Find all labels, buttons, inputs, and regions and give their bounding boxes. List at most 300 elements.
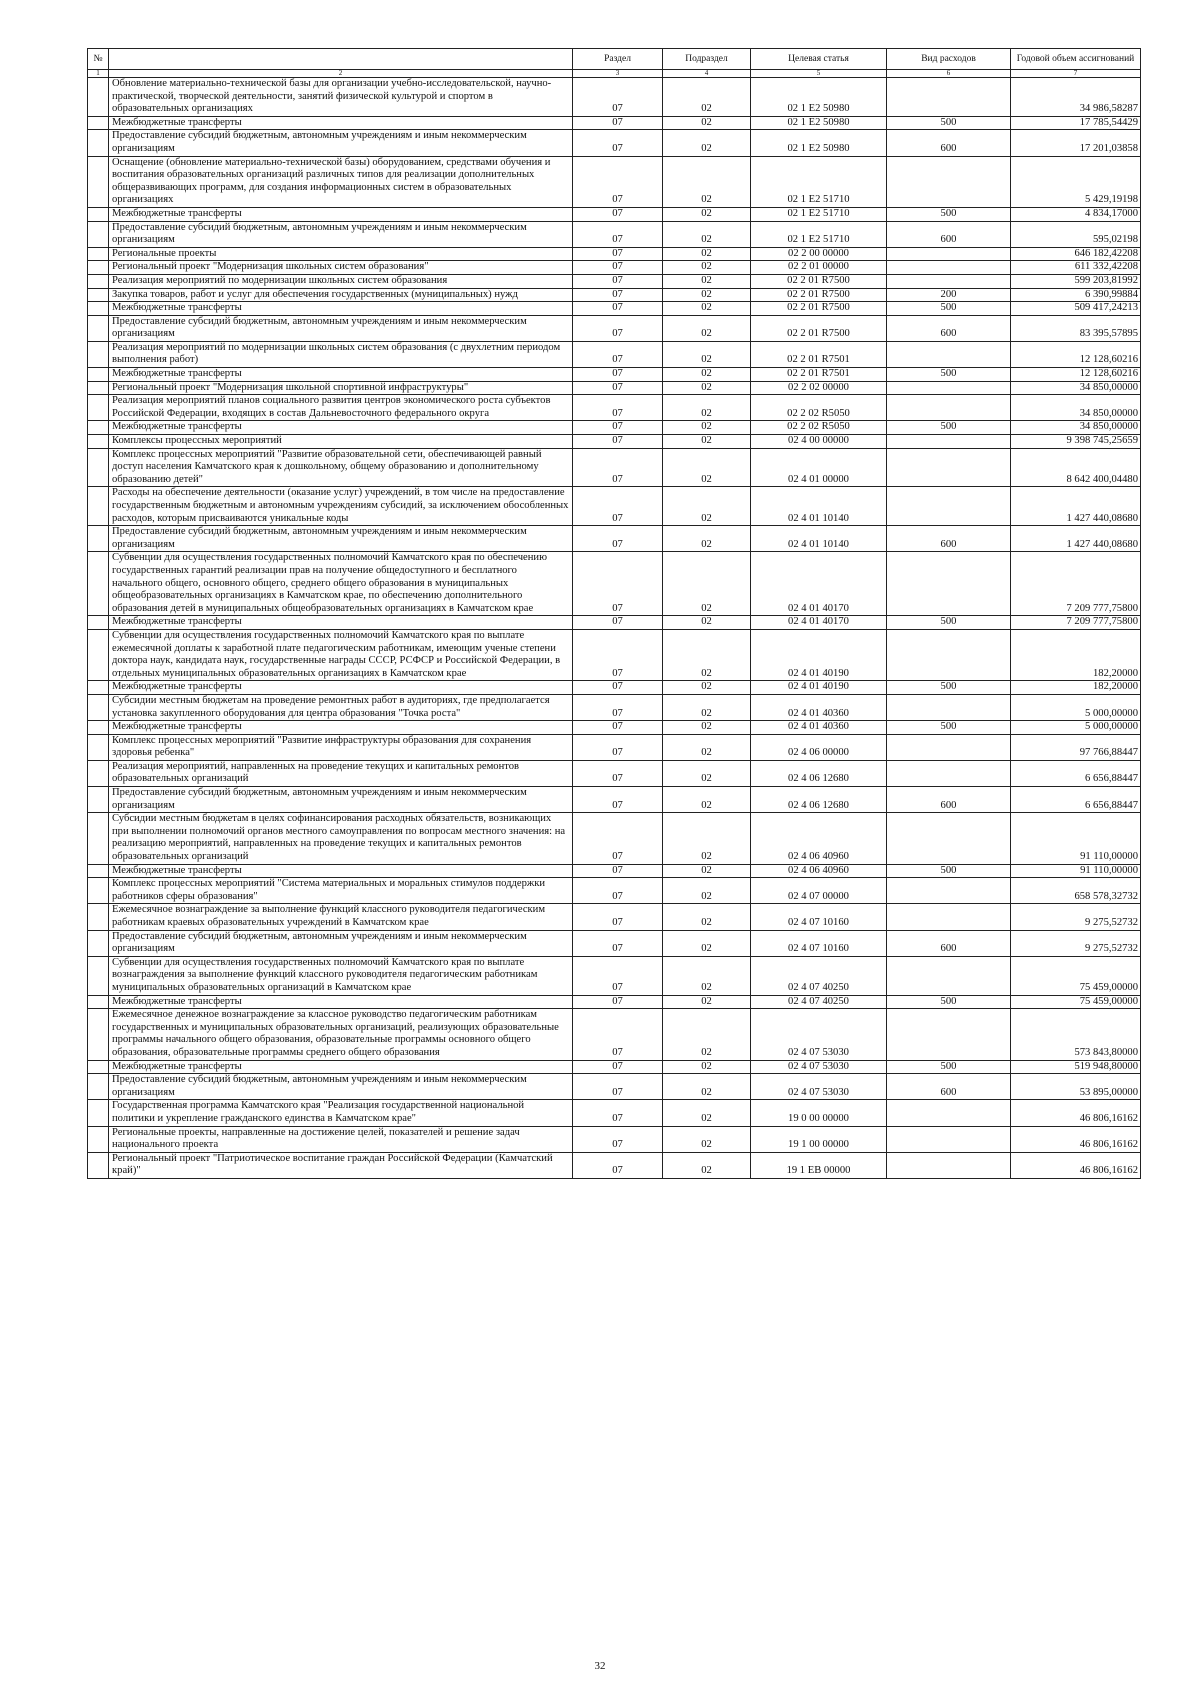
cell-amount: 1 427 440,08680 [1011,526,1141,552]
cell-amount: 658 578,32732 [1011,878,1141,904]
cell-number [88,694,109,720]
cell-target: 19 1 00 00000 [751,1126,887,1152]
cell-amount: 4 834,17000 [1011,207,1141,221]
cell-amount: 12 128,60216 [1011,341,1141,367]
cell-target: 02 4 06 40960 [751,864,887,878]
cell-target: 02 4 07 10160 [751,904,887,930]
table-row [88,813,1141,864]
table-row [88,1126,1141,1152]
cell-number [88,995,109,1009]
cell-amount: 53 895,00000 [1011,1074,1141,1100]
cell-razdel: 07 [573,526,663,552]
cell-podrazdel: 02 [663,1126,751,1152]
cell-number [88,1074,109,1100]
cell-kind: 600 [887,130,1011,156]
table-row [88,288,1141,302]
cell-target: 02 2 01 R7501 [751,368,887,382]
cell-razdel: 07 [573,760,663,786]
budget-table-sheet [87,48,1140,1179]
cell-podrazdel: 02 [663,721,751,735]
table-row [88,1100,1141,1126]
cell-amount: 5 000,00000 [1011,694,1141,720]
cell-amount: 646 182,42208 [1011,247,1141,261]
cell-amount: 17 785,54429 [1011,116,1141,130]
cell-amount: 12 128,60216 [1011,368,1141,382]
cell-number [88,526,109,552]
cell-razdel: 07 [573,130,663,156]
table-row [88,681,1141,695]
cell-kind: 500 [887,1060,1011,1074]
cell-amount: 9 275,52732 [1011,904,1141,930]
cell-number [88,1009,109,1060]
cell-number [88,221,109,247]
table-row [88,381,1141,395]
cell-podrazdel: 02 [663,629,751,680]
cell-kind [887,1009,1011,1060]
cell-target: 02 1 E2 50980 [751,116,887,130]
cell-razdel: 07 [573,381,663,395]
cell-number [88,261,109,275]
table-row [88,616,1141,630]
cell-description: Ежемесячное вознаграждение за выполнение функций классного руководителя педагогическим работникам краевых образовательных учреждений в Камчатском крае [109,904,573,930]
cell-kind [887,629,1011,680]
column-number: 2 [109,70,573,78]
table-row [88,274,1141,288]
cell-podrazdel: 02 [663,760,751,786]
cell-kind: 600 [887,221,1011,247]
cell-description: Комплексы процессных мероприятий [109,435,573,449]
table-row [88,116,1141,130]
cell-razdel: 07 [573,435,663,449]
cell-kind [887,760,1011,786]
cell-razdel: 07 [573,1126,663,1152]
cell-podrazdel: 02 [663,878,751,904]
cell-number [88,288,109,302]
cell-description: Реализация мероприятий по модернизации школьных систем образования (с двухлетним периодом выполнения работ) [109,341,573,367]
cell-description: Межбюджетные трансферты [109,421,573,435]
cell-amount: 17 201,03858 [1011,130,1141,156]
cell-description: Региональный проект "Модернизация школьных систем образования" [109,261,573,275]
cell-kind [887,448,1011,487]
cell-amount: 5 429,19198 [1011,156,1141,207]
table-row [88,721,1141,735]
cell-target: 02 4 01 40360 [751,721,887,735]
cell-target: 02 2 01 R7500 [751,302,887,316]
cell-podrazdel: 02 [663,274,751,288]
cell-razdel: 07 [573,1060,663,1074]
cell-amount: 182,20000 [1011,681,1141,695]
cell-podrazdel: 02 [663,734,751,760]
cell-podrazdel: 02 [663,288,751,302]
cell-target: 02 1 E2 50980 [751,130,887,156]
cell-razdel: 07 [573,368,663,382]
cell-target: 02 2 02 00000 [751,381,887,395]
cell-target: 02 1 E2 51710 [751,207,887,221]
cell-kind [887,435,1011,449]
cell-amount: 595,02198 [1011,221,1141,247]
cell-number [88,956,109,995]
cell-description: Региональный проект "Модернизация школьной спортивной инфраструктуры" [109,381,573,395]
cell-razdel: 07 [573,878,663,904]
table-row [88,1060,1141,1074]
column-number: 5 [751,70,887,78]
cell-razdel: 07 [573,1100,663,1126]
cell-description: Предоставление субсидий бюджетным, автономным учреждениям и иным некоммерческим организациям [109,787,573,813]
cell-podrazdel: 02 [663,1152,751,1178]
cell-description: Ежемесячное денежное вознаграждение за классное руководство педагогическим работникам государственных и муниципальных образовательных организаций, реализующих образовательные программы начального общего образования, образовательные программы основного общего образования, образовательные программы среднего общего образования [109,1009,573,1060]
cell-target: 02 4 06 40960 [751,813,887,864]
cell-kind: 500 [887,207,1011,221]
cell-kind [887,1126,1011,1152]
cell-podrazdel: 02 [663,1009,751,1060]
cell-kind: 500 [887,721,1011,735]
cell-podrazdel: 02 [663,116,751,130]
cell-podrazdel: 02 [663,681,751,695]
cell-podrazdel: 02 [663,207,751,221]
cell-target: 02 4 00 00000 [751,435,887,449]
cell-razdel: 07 [573,207,663,221]
cell-target: 02 4 01 40360 [751,694,887,720]
cell-number [88,904,109,930]
table-row [88,995,1141,1009]
table-row [88,341,1141,367]
cell-kind [887,813,1011,864]
table-row [88,930,1141,956]
cell-number [88,130,109,156]
cell-description: Реализация мероприятий планов социального развития центров экономического роста субъектов Российской Федерации, входящих в состав Дальневосточного федерального округа [109,395,573,421]
cell-target: 02 4 01 00000 [751,448,887,487]
cell-kind [887,78,1011,117]
cell-amount: 573 843,80000 [1011,1009,1141,1060]
cell-razdel: 07 [573,721,663,735]
cell-amount: 34 986,58287 [1011,78,1141,117]
cell-amount: 34 850,00000 [1011,395,1141,421]
cell-amount: 6 656,88447 [1011,760,1141,786]
cell-razdel: 07 [573,448,663,487]
cell-podrazdel: 02 [663,315,751,341]
cell-amount: 46 806,16162 [1011,1126,1141,1152]
cell-number [88,78,109,117]
cell-description: Реализация мероприятий, направленных на проведение текущих и капитальных ремонтов образовательных организаций [109,760,573,786]
cell-description: Межбюджетные трансферты [109,302,573,316]
cell-number [88,1100,109,1126]
cell-kind [887,1100,1011,1126]
cell-podrazdel: 02 [663,930,751,956]
cell-number [88,341,109,367]
cell-number [88,247,109,261]
column-number-row [88,70,1141,78]
cell-description: Межбюджетные трансферты [109,864,573,878]
cell-number [88,315,109,341]
cell-amount: 6 656,88447 [1011,787,1141,813]
cell-target: 02 2 00 00000 [751,247,887,261]
cell-kind [887,156,1011,207]
cell-amount: 46 806,16162 [1011,1152,1141,1178]
cell-description: Государственная программа Камчатского края "Реализация государственной национальной политики и укрепление гражданского единства в Камчатском крае" [109,1100,573,1126]
cell-description: Межбюджетные трансферты [109,995,573,1009]
cell-description: Региональный проект "Патриотическое воспитание граждан Российской Федерации (Камчатский край)" [109,1152,573,1178]
header-kind: Вид расходов [887,49,1011,70]
cell-amount: 91 110,00000 [1011,813,1141,864]
cell-description: Комплекс процессных мероприятий "Развитие инфраструктуры образования для сохранения здоровья ребенка" [109,734,573,760]
cell-podrazdel: 02 [663,435,751,449]
cell-amount: 34 850,00000 [1011,421,1141,435]
table-row [88,130,1141,156]
cell-description: Предоставление субсидий бюджетным, автономным учреждениям и иным некоммерческим организациям [109,221,573,247]
cell-description: Предоставление субсидий бюджетным, автономным учреждениям и иным некоммерческим организациям [109,1074,573,1100]
cell-description: Комплекс процессных мероприятий "Система материальных и моральных стимулов поддержки работников сферы образования" [109,878,573,904]
cell-target: 02 2 01 R7500 [751,315,887,341]
header-no: № [88,49,109,70]
cell-kind [887,734,1011,760]
cell-description: Региональные проекты, направленные на достижение целей, показателей и решение задач национального проекта [109,1126,573,1152]
cell-razdel: 07 [573,156,663,207]
budget-table [87,48,1141,1179]
cell-razdel: 07 [573,681,663,695]
cell-description: Оснащение (обновление материально-технической базы) оборудованием, средствами обучения и воспитания образовательных организаций различных типов для реализации дополнительных общеразвивающих программ, для создания информационных систем в образовательных организациях [109,156,573,207]
table-row [88,156,1141,207]
cell-razdel: 07 [573,616,663,630]
cell-description: Межбюджетные трансферты [109,721,573,735]
cell-description: Комплекс процессных мероприятий "Развитие образовательной сети, обеспечивающей равный доступ населения Камчатского края к дошкольному, общему образованию и дополнительному образованию детей" [109,448,573,487]
cell-podrazdel: 02 [663,381,751,395]
cell-number [88,395,109,421]
cell-description: Межбюджетные трансферты [109,681,573,695]
table-row [88,207,1141,221]
table-row [88,421,1141,435]
cell-target: 02 4 07 40250 [751,995,887,1009]
cell-amount: 182,20000 [1011,629,1141,680]
cell-description: Межбюджетные трансферты [109,1060,573,1074]
cell-razdel: 07 [573,904,663,930]
cell-amount: 7 209 777,75800 [1011,552,1141,616]
cell-kind: 600 [887,1074,1011,1100]
cell-description: Межбюджетные трансферты [109,207,573,221]
cell-razdel: 07 [573,421,663,435]
column-number: 1 [88,70,109,78]
table-row [88,1009,1141,1060]
cell-description: Межбюджетные трансферты [109,116,573,130]
cell-kind: 600 [887,930,1011,956]
table-body [88,78,1141,1179]
cell-number [88,681,109,695]
cell-number [88,734,109,760]
cell-podrazdel: 02 [663,341,751,367]
cell-podrazdel: 02 [663,421,751,435]
cell-amount: 5 000,00000 [1011,721,1141,735]
cell-target: 19 1 EB 00000 [751,1152,887,1178]
cell-podrazdel: 02 [663,368,751,382]
cell-podrazdel: 02 [663,130,751,156]
cell-target: 02 4 01 10140 [751,487,887,526]
cell-razdel: 07 [573,274,663,288]
cell-target: 02 2 01 R7501 [751,341,887,367]
cell-description: Обновление материально-технической базы для организации учебно-исследовательской, научно-практической, творческой деятельности, занятий физической культурой и спортом в образовательных организациях [109,78,573,117]
table-row [88,247,1141,261]
cell-number [88,421,109,435]
table-row [88,694,1141,720]
table-row [88,734,1141,760]
cell-description: Субвенции для осуществления государственных полномочий Камчатского края по выплате ежемесячной доплаты к заработной плате педагогическим работникам, имеющим ученые степени доктора наук, кандидата наук, государственные награды СССР, РСФСР и Российской Федерации, в отдельных муниципальных образовательных организациях в Камчатском крае [109,629,573,680]
cell-razdel: 07 [573,487,663,526]
cell-number [88,487,109,526]
cell-razdel: 07 [573,694,663,720]
table-row [88,261,1141,275]
cell-number [88,616,109,630]
table-row [88,368,1141,382]
cell-podrazdel: 02 [663,526,751,552]
cell-number [88,435,109,449]
cell-target: 02 4 01 40190 [751,629,887,680]
cell-target: 02 4 01 40190 [751,681,887,695]
page-number: 32 [594,1660,606,1672]
table-row [88,526,1141,552]
cell-kind [887,395,1011,421]
cell-razdel: 07 [573,302,663,316]
cell-number [88,760,109,786]
cell-podrazdel: 02 [663,995,751,1009]
header-target: Целевая статья [751,49,887,70]
cell-amount: 83 395,57895 [1011,315,1141,341]
cell-target: 02 2 02 R5050 [751,421,887,435]
cell-razdel: 07 [573,864,663,878]
cell-podrazdel: 02 [663,694,751,720]
cell-razdel: 07 [573,734,663,760]
cell-amount: 34 850,00000 [1011,381,1141,395]
cell-target: 02 4 07 00000 [751,878,887,904]
cell-number [88,156,109,207]
cell-razdel: 07 [573,395,663,421]
table-row [88,787,1141,813]
cell-podrazdel: 02 [663,247,751,261]
cell-kind: 500 [887,116,1011,130]
cell-kind: 500 [887,681,1011,695]
cell-amount: 611 332,42208 [1011,261,1141,275]
cell-kind: 600 [887,787,1011,813]
cell-podrazdel: 02 [663,261,751,275]
table-row [88,552,1141,616]
cell-amount: 91 110,00000 [1011,864,1141,878]
header-podrazdel: Подраздел [663,49,751,70]
cell-target: 02 4 07 40250 [751,956,887,995]
cell-target: 02 4 07 53030 [751,1074,887,1100]
cell-number [88,552,109,616]
table-row [88,448,1141,487]
cell-target: 02 1 E2 50980 [751,78,887,117]
table-row [88,1074,1141,1100]
cell-target: 02 4 07 10160 [751,930,887,956]
cell-amount: 9 398 745,25659 [1011,435,1141,449]
cell-target: 02 4 07 53030 [751,1060,887,1074]
cell-podrazdel: 02 [663,395,751,421]
cell-target: 02 2 02 R5050 [751,395,887,421]
cell-target: 19 0 00 00000 [751,1100,887,1126]
cell-amount: 9 275,52732 [1011,930,1141,956]
cell-kind [887,274,1011,288]
cell-razdel: 07 [573,1074,663,1100]
cell-kind: 500 [887,864,1011,878]
cell-description: Предоставление субсидий бюджетным, автономным учреждениям и иным некоммерческим организациям [109,526,573,552]
cell-razdel: 07 [573,221,663,247]
cell-podrazdel: 02 [663,1100,751,1126]
header-razdel: Раздел [573,49,663,70]
cell-podrazdel: 02 [663,487,751,526]
header-amount: Годовой объем ассигнований [1011,49,1141,70]
cell-number [88,448,109,487]
cell-amount: 599 203,81992 [1011,274,1141,288]
cell-description: Субсидии местным бюджетам на проведение ремонтных работ в аудиториях, где предполагается установка закупленного оборудования для центра образования "Точка роста" [109,694,573,720]
cell-target: 02 4 06 00000 [751,734,887,760]
table-row [88,878,1141,904]
header-description [109,49,573,70]
cell-number [88,207,109,221]
table-row [88,395,1141,421]
cell-podrazdel: 02 [663,78,751,117]
cell-description: Субвенции для осуществления государственных полномочий Камчатского края по обеспечению государственных гарантий реализации прав на получение общедоступного и бесплатного начального общего, основного общего, среднего общего образования в муниципальных общеобразовательных организациях в Камчатском крае, по обеспечению дополнительного образования детей в муниципальных общеобразовательных организациях в Камчатском крае [109,552,573,616]
cell-podrazdel: 02 [663,1060,751,1074]
cell-podrazdel: 02 [663,448,751,487]
table-row [88,78,1141,117]
table-row [88,1152,1141,1178]
table-row [88,435,1141,449]
cell-kind: 500 [887,421,1011,435]
cell-description: Предоставление субсидий бюджетным, автономным учреждениям и иным некоммерческим организациям [109,930,573,956]
cell-kind [887,247,1011,261]
cell-razdel: 07 [573,1152,663,1178]
cell-razdel: 07 [573,930,663,956]
cell-razdel: 07 [573,341,663,367]
cell-number [88,274,109,288]
cell-description: Субвенции для осуществления государственных полномочий Камчатского края по выплате вознаграждения за выполнение функций классного руководителя педагогическим работникам муниципальных образовательных организаций в Камчатском крае [109,956,573,995]
cell-kind: 500 [887,302,1011,316]
cell-podrazdel: 02 [663,156,751,207]
cell-kind: 500 [887,995,1011,1009]
cell-kind [887,878,1011,904]
cell-description: Предоставление субсидий бюджетным, автономным учреждениям и иным некоммерческим организациям [109,315,573,341]
cell-target: 02 4 06 12680 [751,787,887,813]
cell-podrazdel: 02 [663,787,751,813]
cell-target: 02 2 01 R7500 [751,274,887,288]
cell-razdel: 07 [573,247,663,261]
table-row [88,629,1141,680]
cell-podrazdel: 02 [663,302,751,316]
cell-kind [887,341,1011,367]
table-row [88,956,1141,995]
cell-razdel: 07 [573,116,663,130]
cell-description: Расходы на обеспечение деятельности (оказание услуг) учреждений, в том числе на предоставление государственным бюджетным и автономным учреждениям субсидий, за исключением обособленных расходов, которым присваиваются уникальные коды [109,487,573,526]
table-row [88,487,1141,526]
cell-razdel: 07 [573,1009,663,1060]
cell-number [88,116,109,130]
cell-description: Межбюджетные трансферты [109,616,573,630]
cell-number [88,878,109,904]
cell-number [88,629,109,680]
cell-podrazdel: 02 [663,221,751,247]
cell-razdel: 07 [573,813,663,864]
column-number: 7 [1011,70,1141,78]
cell-razdel: 07 [573,995,663,1009]
cell-razdel: 07 [573,78,663,117]
cell-razdel: 07 [573,787,663,813]
cell-razdel: 07 [573,956,663,995]
cell-number [88,381,109,395]
cell-kind: 600 [887,526,1011,552]
cell-amount: 7 209 777,75800 [1011,616,1141,630]
cell-amount: 97 766,88447 [1011,734,1141,760]
cell-amount: 509 417,24213 [1011,302,1141,316]
cell-target: 02 4 07 53030 [751,1009,887,1060]
cell-kind: 500 [887,368,1011,382]
